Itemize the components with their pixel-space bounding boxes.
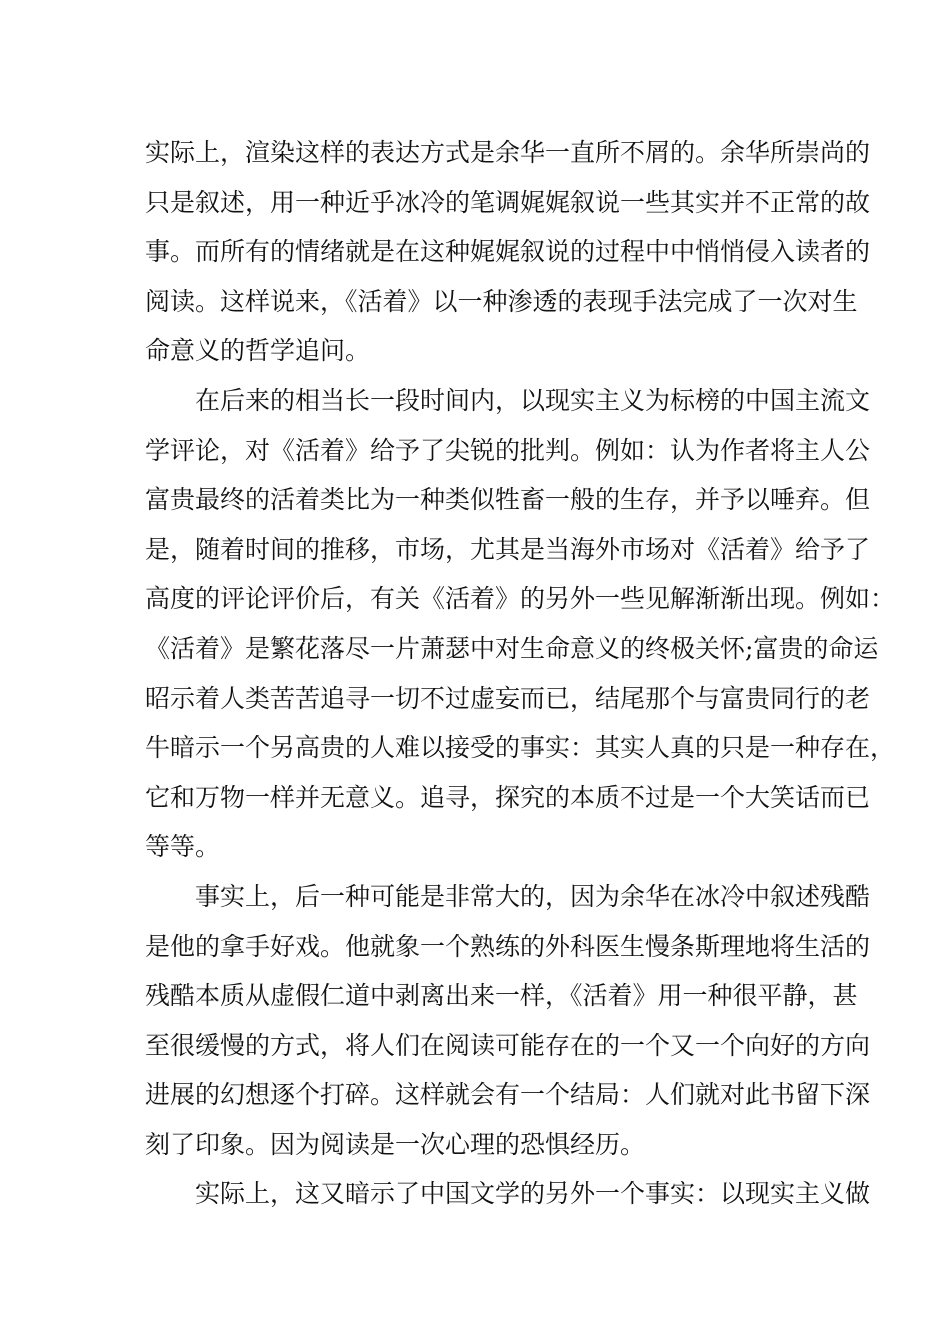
paragraph	[145, 1169, 871, 1219]
text-line: 残酷本质从虚假仁道中剥离出来一样，《活着》用一种很平静，甚	[145, 981, 858, 1011]
paragraph	[145, 376, 896, 872]
text-line: 昭示着人类苦苦追寻一切不过虚妄而已，结尾那个与富贵同行的老	[145, 683, 871, 713]
text-line: 是，随着时间的推移，市场，尤其是当海外市场对《活着》给予了	[145, 534, 871, 564]
document-body	[145, 128, 896, 1219]
text-line: 它和万物一样并无意义。追寻，探究的本质不过是一个大笑话而已	[145, 782, 871, 812]
text-line: 事实上，后一种可能是非常大的，因为余华在冰冷中叙述残酷	[195, 881, 871, 911]
text-line: 学评论，对《活着》给予了尖锐的批判。例如：认为作者将主人公	[145, 435, 871, 465]
text-line: 至很缓慢的方式，将人们在阅读可能存在的一个又一个向好的方向	[145, 1030, 871, 1060]
text-line: 富贵最终的活着类比为一种类似牲畜一般的生存，并予以唾弃。但	[145, 485, 871, 515]
text-line: 《活着》是繁花落尽一片萧瑟中对生命意义的终极关怀;富贵的命运	[145, 633, 879, 663]
paragraph	[145, 128, 871, 376]
text-line: 命意义的哲学追问。	[145, 336, 371, 366]
text-line: 在后来的相当长一段时间内，以现实主义为标榜的中国主流文	[195, 385, 871, 415]
text-line: 只是叙述，用一种近乎冰冷的笔调娓娓叙说一些其实并不正常的故	[145, 187, 871, 217]
text-line: 高度的评论评价后，有关《活着》的另外一些见解渐渐出现。例如：	[145, 584, 896, 614]
text-line: 牛暗示一个另高贵的人难以接受的事实：其实人真的只是一种存在，	[145, 733, 896, 763]
text-line: 实际上，这又暗示了中国文学的另外一个事实：以现实主义做	[195, 1179, 871, 1209]
text-line: 进展的幻想逐个打碎。这样就会有一个结局：人们就对此书留下深	[145, 1080, 871, 1110]
text-line: 实际上，渲染这样的表达方式是余华一直所不屑的。余华所崇尚的	[145, 138, 871, 167]
text-line: 事。而所有的情绪就是在这种娓娓叙说的过程中中悄悄侵入读者的	[145, 237, 871, 267]
text-line: 是他的拿手好戏。他就象一个熟练的外科医生慢条斯理地将生活的	[145, 931, 871, 961]
text-line: 等等。	[145, 832, 221, 862]
paragraph	[145, 872, 871, 1170]
text-line: 刻了印象。因为阅读是一次心理的恐惧经历。	[145, 1129, 646, 1159]
text-line: 阅读。这样说来，《活着》以一种渗透的表现手法完成了一次对生	[145, 286, 858, 316]
